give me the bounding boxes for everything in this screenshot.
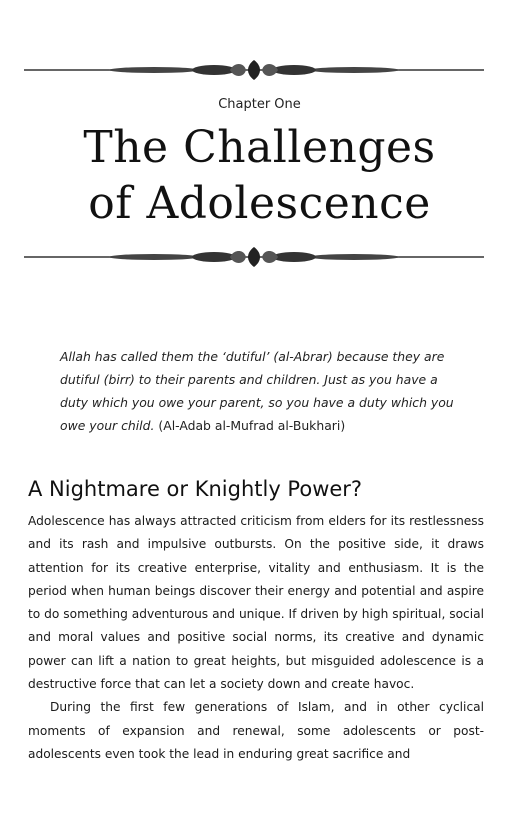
body-paragraph-1: Adolescence has always attracted criticism from elders for its restlessness and its rash and impulsive outbursts. On the positive side, it draws attention for its creative enterprise, vitality and enthusiasm. It is the period when human beings discover their energy and potential and aspire to do something adventurous and unique. If driven by high spiritual, social and moral values and positive social norms, its creative and dynamic power can lift a nation to great heights, but misguided adolescence is a destructive force that can let a society down and create havoc.: [28, 514, 484, 692]
top-ornament-divider: [24, 58, 484, 82]
epigraph-source: (Al-Adab al-Mufrad al-Bukhari): [158, 418, 346, 433]
epigraph: [60, 345, 460, 437]
chapter-title-line-2: of Adolescence: [88, 178, 431, 229]
chapter-title: [0, 120, 519, 232]
epigraph-quote: Allah has called them the ‘dutiful’ (al-Abrar) because they are dutiful (birr) to their parents and children. Just as you have a duty which you owe your parent, so you have a duty which you owe your child.: [60, 349, 454, 433]
section-heading: A Nightmare or Knightly Power?: [28, 477, 363, 501]
body-paragraph-2: During the first few generations of Islam, and in other cyclical moments of expansion and renewal, some adolescents or post-adolescents even took the lead in enduring great sacrifice and: [28, 700, 484, 761]
bottom-ornament-divider: [24, 245, 484, 269]
chapter-title-line-1: The Challenges: [83, 122, 436, 173]
body-text: [28, 510, 484, 766]
chapter-label: Chapter One: [218, 97, 301, 112]
